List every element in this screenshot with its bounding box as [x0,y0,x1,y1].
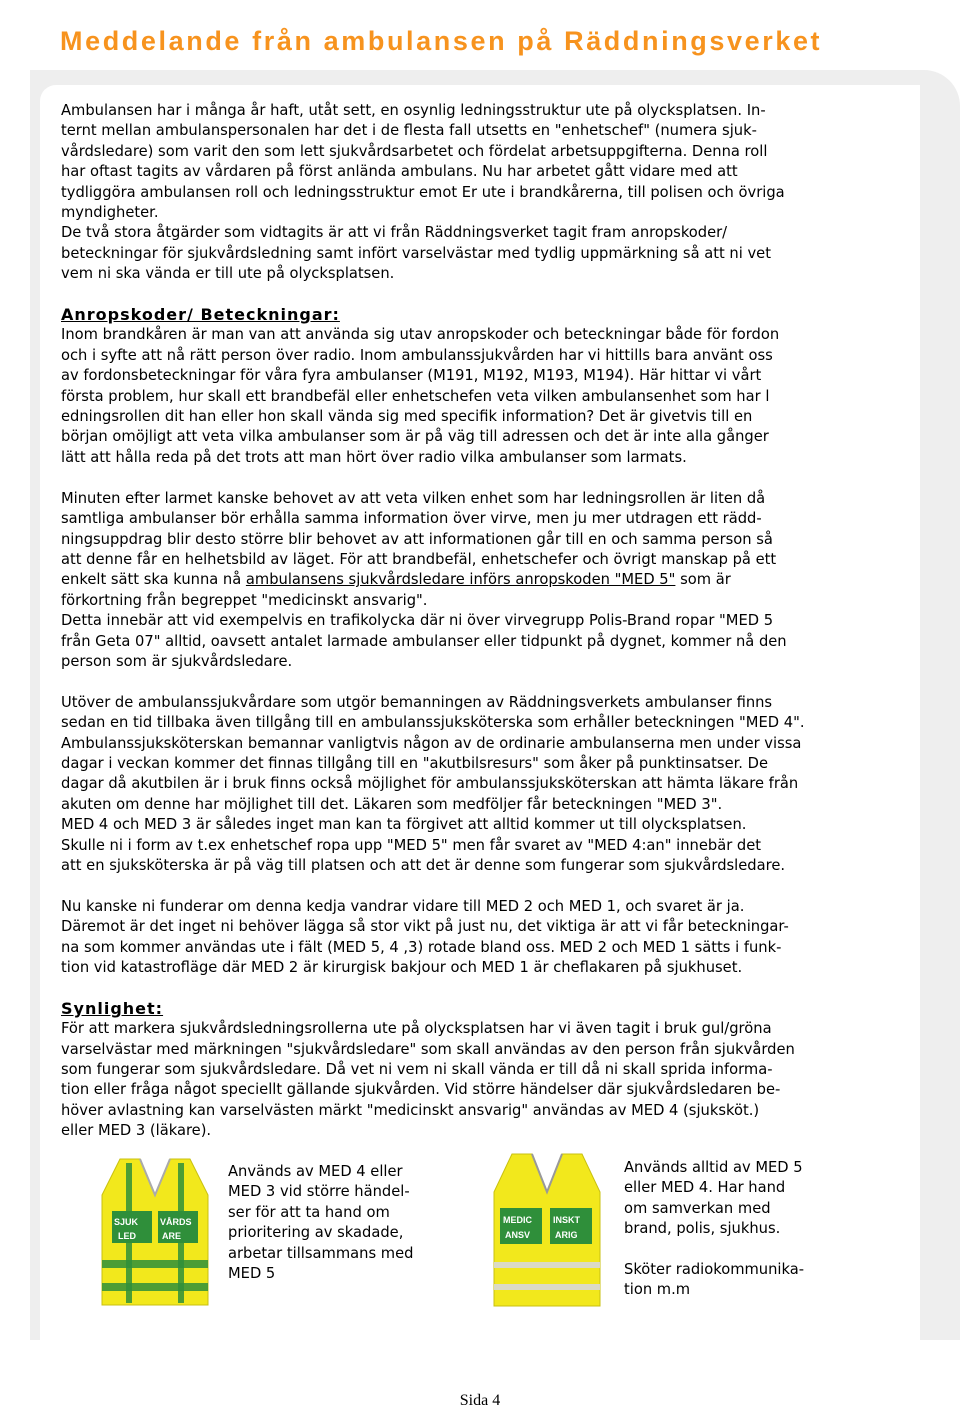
intro-paragraph [61,101,901,285]
text-line: och i syfte att nå rätt person över radio. Inom ambulanssjukvården har vi hittills bara använt oss [61,346,773,364]
text-line: varselvästar med märkningen "sjukvårdsledare" som skall användas av den person från sjukvården [61,1040,795,1058]
vest2-text: ANSV [505,1230,531,1240]
text-line: Ambulansen har i många år haft, utåt sett, en osynlig ledningsstruktur ute på olycksplatsen. In- [61,102,766,119]
text-line: ternt mellan ambulanspersonalen har det i de flesta fall utsetts en "enhetschef" (numera sjuk- [61,122,757,140]
vest1-text: ARE [162,1231,182,1241]
text-line: person som är sjukvårdsledare. [61,652,293,670]
page-number: Sida 4 [459,1392,501,1409]
text-line: vem ni ska vända er till ute på olycksplatsen. [61,265,395,283]
vest1-caption [228,1162,413,1284]
section-synlighet [61,1019,901,1141]
vest2-text: MEDIC [503,1215,532,1225]
text-line [61,570,901,590]
text-line: som fungerar som sjukvårdsledare. Då vet ni vem ni skall vända er till då ni skall sprida informa- [61,1061,773,1079]
text-line: sedan en tid tillbaka även tillgång till en ambulanssjuksköterska som erhåller beteckningen "MED 4". [61,714,805,732]
caption-line: brand, polis, sjukhus. [624,1220,781,1238]
vest1-text: VÅRDS [160,1217,192,1227]
text-line: tion eller fråga något speciellt gällande sjukvården. Vid större händelser där sjukvårdsledaren be- [61,1081,781,1099]
text-line: tion vid katastrofläge där MED 2 är kirurgisk bakjour och MED 1 är cheflakaren på sjukhuset. [61,959,743,976]
text-line: Detta innebär att vid exempelvis en trafikolycka där ni över virvegrupp Polis-Brand ropar "MED 5 [61,612,774,630]
text-line: eller MED 3 (läkare). [61,1122,212,1140]
section-med4-med3 [61,693,901,877]
text-line: Däremot är det inget ni behöver lägga så stor vikt på just nu, det viktiga är att vi får beteckningar- [61,918,789,936]
vest2-caption [624,1158,803,1240]
caption-line: MED 3 vid större händel- [228,1183,410,1201]
text-line: ningsuppdrag blir desto större blir behovet av att informationen går till en och samma person så [61,530,773,548]
caption-line: Sköter radiokommunika- [624,1261,805,1278]
caption-line: om samverkan med [624,1199,771,1217]
section-med2-med1 [61,897,901,979]
text-line: Minuten efter larmet kanske behovet av att veta vilken enhet som har ledningsrollen är liten då [61,489,766,507]
text-line: början omöjligt att veta vilka ambulanser som är på väg till adressen och det är inte alla gånger [61,428,769,446]
text-line: myndigheter. [61,204,159,222]
vest2-caption-radio [624,1260,804,1301]
medicinskt-ansvarig-vest-image [484,1150,610,1310]
text-line: Skulle ni i form av t.ex enhetschef ropa upp "MED 5" men får svaret av "MED 4:an" innebär det [61,836,762,854]
text-line: na som kommer användas ute i fält (MED 5, 4 ,3) rotade bland oss. MED 2 och MED 1 sätts i funk- [61,938,782,956]
vest2-text: ARIG [555,1230,578,1240]
text-line: lätt att hålla reda på det trots att man hört över radio vilka ambulanser som larmats. [61,448,687,466]
caption-line: Används alltid av MED 5 [624,1159,803,1176]
text-line: förkortning från begreppet "medicinskt ansvarig". [61,591,428,609]
text-line: dagar i veckan kommer det finnas tillgång till en "akutbilsresurs" som åker på punktinsatser. De [61,754,768,772]
text-line: att en sjuksköterska är på väg till platsen och att det är denne som fungerar som sjukvårdsledare. [61,856,786,874]
text-line: vårdsledare) som varit den som lett sjukvårdsarbetet och fördelat arbetsuppgifterna. Denna roll [61,142,768,160]
caption-line: eller MED 4. Har hand [624,1179,786,1197]
vest1-text: LED [118,1231,136,1241]
text-line: För att markera sjukvårdsledningsrollerna ute på olycksplatsen har vi även tagit i bruk gul/gröna [61,1020,772,1038]
text-line: första problem, hur skall ett brandbefäl eller enhetschefen veta vilken ambulansenhet som har l [61,387,770,405]
text-line: höver avlastning kan varselvästen märkt "medicinskt ansvarig" användas av MED 4 (sjuksköt.) [61,1101,760,1119]
underlined-phrase: ambulansens sjukvårdsledare införs anropskoden "MED 5" [245,571,676,589]
caption-line: MED 5 [228,1265,276,1283]
section-heading-anropskoder: Anropskoder/ Beteckningar: [61,305,340,325]
text-line: att denne får en helhetsbild av läget. För att brandbefäl, enhetschefer och övrigt manskap på ett [61,550,777,568]
text-line: från Geta 07" alltid, oavsett antalet larmade ambulanser eller tidpunkt på dygnet, kommer nå den [61,632,787,650]
caption-line: ser för att ta hand om [228,1203,390,1221]
text-line: dagar då akutbilen är i bruk finns också möjlighet för ambulanssjuksköterskan att hämta läkare från [61,775,799,793]
vest2-text: INSKT [553,1215,580,1225]
text-line: edningsrollen dit han eller hon skall vända sig med specifik information? Det är givetvis till en [61,408,753,426]
text-line: akuten om denne har möjlighet till det. Läkaren som medföljer får beteckningen "MED 3". [61,795,723,813]
caption-line: arbetar tillsammans med [228,1244,414,1262]
caption-line: prioritering av skadade, [228,1224,404,1242]
vest1-text: SJUK [114,1217,139,1227]
section-heading-synlighet: Synlighet: [61,998,164,1018]
caption-line: Används av MED 4 eller [228,1163,403,1180]
text-line: Nu kanske ni funderar om denna kedja vandrar vidare till MED 2 och MED 1, och svaret är ja. [61,897,745,915]
text-line: Inom brandkåren är man van att använda sig utav anropskoder och beteckningar både för fordon [61,326,780,344]
sjukvardsledare-vest-image [90,1155,220,1310]
text-line: beteckningar för sjukvårdsledning samt infört varselvästar med tydlig uppmärkning så att ni vet [61,244,771,262]
page-title: Meddelande från ambulansen på Räddningsverket [60,26,823,56]
text-line: De två stora åtgärder som vidtagits är att vi från Räddningsverket tagit fram anropskoder/ [61,224,728,242]
text-line: samtliga ambulanser bör erhålla samma information över virve, men ju mer utdragen ett rädd- [61,510,762,528]
text-line: har oftast tagits av vårdaren på först anlända ambulans. Nu har arbetet gått vidare med att [61,163,738,181]
section-med5 [61,489,901,673]
text-fragment: enkelt sätt ska kunna nå [61,571,246,589]
caption-line: tion m.m [624,1281,691,1299]
text-line: MED 4 och MED 3 är således inget man kan ta förgivet att alltid kommer ut till olycksplatsen. [61,816,747,834]
section-anropskoder [61,325,901,468]
text-line: Utöver de ambulanssjukvårdare som utgör bemanningen av Räddningsverkets ambulanser finns [61,693,773,711]
text-line: Ambulanssjuksköterskan bemannar vanligtvis någon av de ordinarie ambulanserna men under vissa [61,734,802,752]
article-body [61,101,901,1142]
text-line: av fordonsbeteckningar för våra fyra ambulanser (M191, M192, M193, M194). Här hittar vi vårt [61,367,762,385]
text-line: tydliggöra ambulansen roll och ledningsstruktur emot Er ute i brandkårerna, till polisen och övriga [61,183,785,201]
text-fragment: som är [675,571,731,589]
